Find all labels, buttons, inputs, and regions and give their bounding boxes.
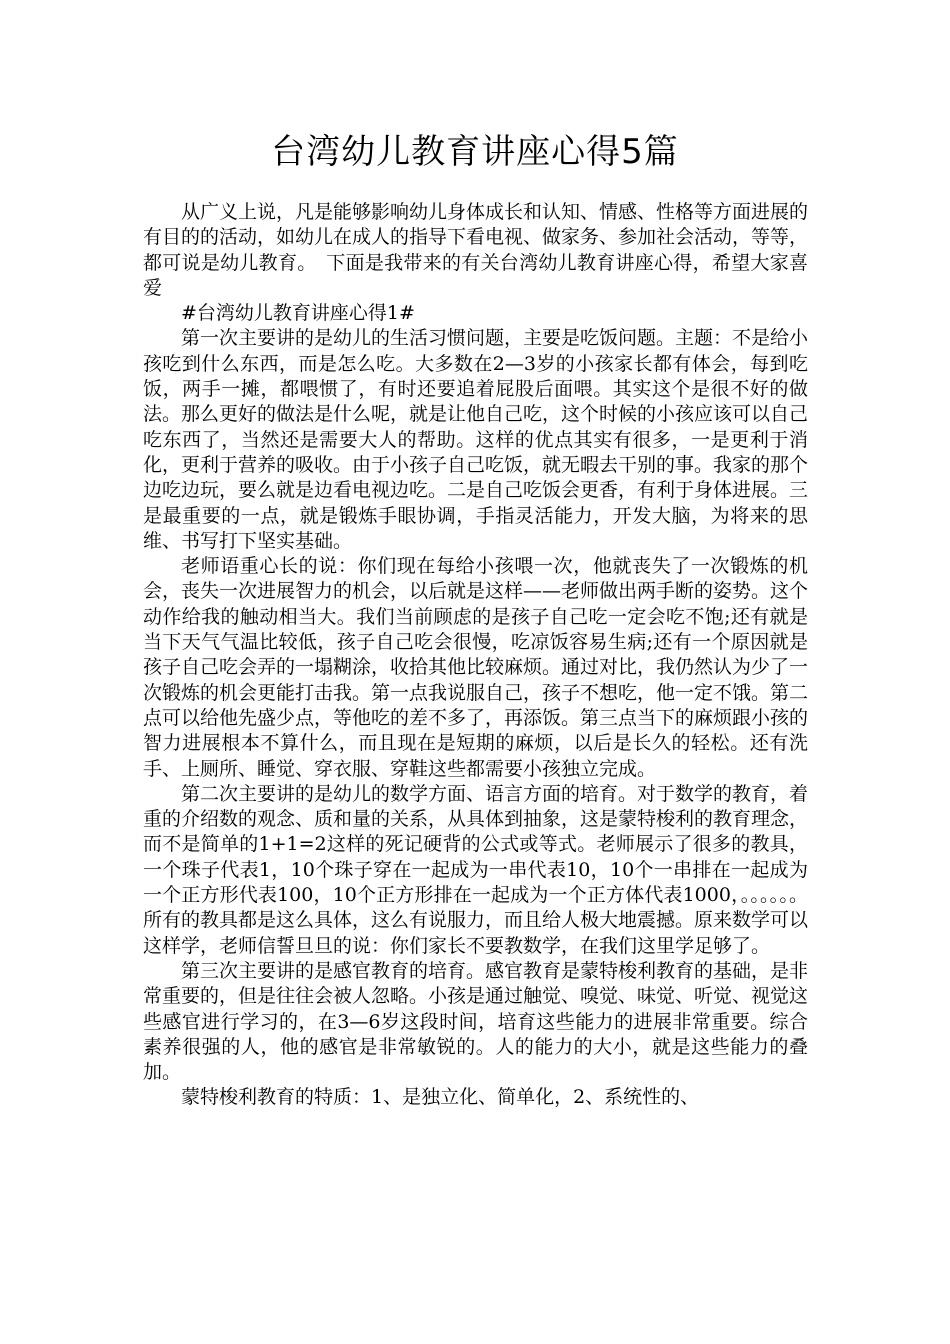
body-paragraph: 蒙特梭利教育的特质：1、是独立化、简单化，2、系统性的、 <box>181 1086 700 1109</box>
body-paragraph: 老师语重心长的说：你们现在每给小孩喂一次，他就丧失了一次锻炼的机会，丧失一次进展智力的机会，以后就是这样——老师做出两手断的姿势。这个动作给我的触动相当大。我们当前顾虑的是孩子自己吃一定会吃不饱;还有就是当下天气气温比较低，孩子自己吃会很慢，吃凉饭容易生病;还有一个原因就是孩子自己吃会弄的一塌糊涂，收拾其他比较麻烦。通过对比，我仍然认为少了一次锻炼的机会更能打击我。第一点我说服自己，孩子不想吃，他一定不饿。第二点可以给他先盛少点，等他吃的差不多了，再添饭。第三点当下的麻烦跟小孩的智力进展根本不算什么，而且现在是短期的麻烦，以后是长久的轻松。还有洗手、上厕所、睡觉、穿衣服、穿鞋这些都需要小孩独立完成。 <box>143 555 809 780</box>
body-paragraph: 第二次主要讲的是幼儿的数学方面、语言方面的培育。对于数学的教育，着重的介绍数的观念、质和量的关系，从具体到抽象，这是蒙特梭利的教育理念，而不是简单的1+1=2这样的死记硬背的公式或等式。老师展示了很多的教具，一个珠子代表1，10个珠子穿在一起成为一串代表10，10个一串排在一起成为一个正方形代表100，10个正方形排在一起成为一个正方体代表1000，。。。。。。所有的教具都是这么具体，这么有说服力，而且给人极大地震撼。原来数学可以这样学，老师信誓旦旦的说：你们家长不要教数学，在我们这里学足够了。 <box>143 782 809 957</box>
section-heading: #台湾幼儿教育讲座心得1# <box>181 302 415 325</box>
body-paragraph: 第三次主要讲的是感官教育的培育。感官教育是蒙特梭利教育的基础，是非常重要的，但是往往会被人忽略。小孩是通过触觉、嗅觉、味觉、听觉、视觉这些感官进行学习的，在3—6岁这段时间，培育这些能力的进展非常重要。综合素养很强的人，他的感官是非常敏锐的。人的能力的大小，就是这些能力的叠加。 <box>143 959 809 1084</box>
body-paragraph: 第一次主要讲的是幼儿的生活习惯问题，主要是吃饭问题。主题：不是给小孩吃到什么东西，而是怎么吃。大多数在2—3岁的小孩家长都有体会，每到吃饭，两手一摊，都喂惯了，有时还要追着屁股后面喂。其实这个是很不好的做法。那么更好的做法是什么呢，就是让他自己吃，这个时候的小孩应该可以自己吃东西了，当然还是需要大人的帮助。这样的优点其实有很多，一是更利于消化，更利于营养的吸收。由于小孩子自己吃饭，就无暇去干别的事。我家的那个边吃边玩，要么就是边看电视边吃。二是自己吃饭会更香，有利于身体进展。三是最重要的一点，就是锻炼手眼协调，手指灵活能力，开发大脑，为将来的思维、书写打下坚实基础。 <box>143 327 809 552</box>
document-title: 台湾幼儿教育讲座心得5篇 <box>271 132 679 172</box>
document-body <box>143 200 808 1111</box>
intro-paragraph: 从广义上说，凡是能够影响幼儿身体成长和认知、情感、性格等方面进展的有目的的活动，如幼儿在成人的指导下看电视、做家务、参加社会活动，等等，都可说是幼儿教育。 下面是我带来的有关台湾幼儿教育讲座心得，希望大家喜爱 <box>143 201 809 299</box>
